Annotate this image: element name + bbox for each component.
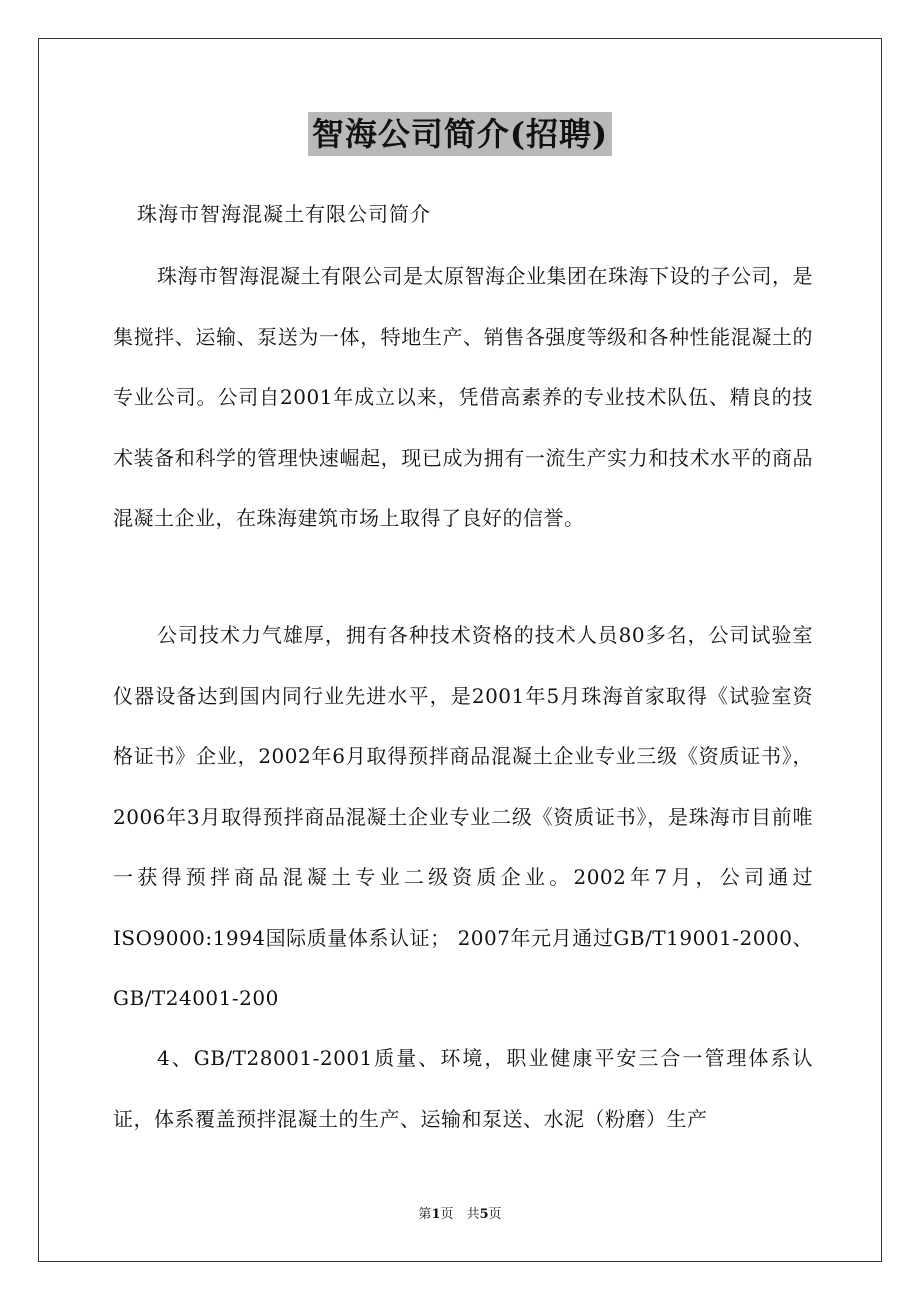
page-footer xyxy=(0,1206,920,1224)
paragraph-certification: 4、GB/T28001-2001质量、环境，职业健康平安三合一管理体系认证，体系覆盖预拌混凝土的生产、运输和泵送、水泥（粉磨）生产 xyxy=(113,1046,813,1131)
title-container xyxy=(0,112,920,156)
total-page-number: 5 xyxy=(479,1207,489,1222)
footer-prefix: 第 xyxy=(418,1207,432,1222)
footer-suffix: 页 xyxy=(488,1207,502,1222)
current-page-number: 1 xyxy=(431,1207,441,1222)
footer-mid: 页 共 xyxy=(440,1207,480,1222)
page-title: 智海公司简介(招聘) xyxy=(308,112,612,156)
paragraph-technical-strength: 公司技术力气雄厚，拥有各种技术资格的技术人员80多名，公司试验室仪器设备达到国内同行业先进水平，是2001年5月珠海首家取得《试验室资格证书》企业，2002年6月取得预拌商品混凝土企业专业三级《资质证书》，2006年3月取得预拌商品混凝土企业专业二级《资质证书》，是珠海市目前唯一获得预拌商品混凝土专业二级资质企业。2002年7月，公司通过ISO9000:1994国际质量体系认证； 2007年元月通过GB/T19001-2000、GB/T24001-200 xyxy=(113,623,813,1010)
paragraph-company-intro: 珠海市智海混凝土有限公司是太原智海企业集团在珠海下设的子公司，是集搅拌、运输、泵送为一体，特地生产、销售各强度等级和各种性能混凝土的专业公司。公司自2001年成立以来，凭借高素养的专业技术队伍、精良的技术装备和科学的管理快速崛起，现已成为拥有一流生产实力和技术水平的商品混凝土企业，在珠海建筑市场上取得了良好的信誉。 xyxy=(113,264,813,530)
section-heading: 珠海市智海混凝土有限公司简介 xyxy=(137,202,431,226)
